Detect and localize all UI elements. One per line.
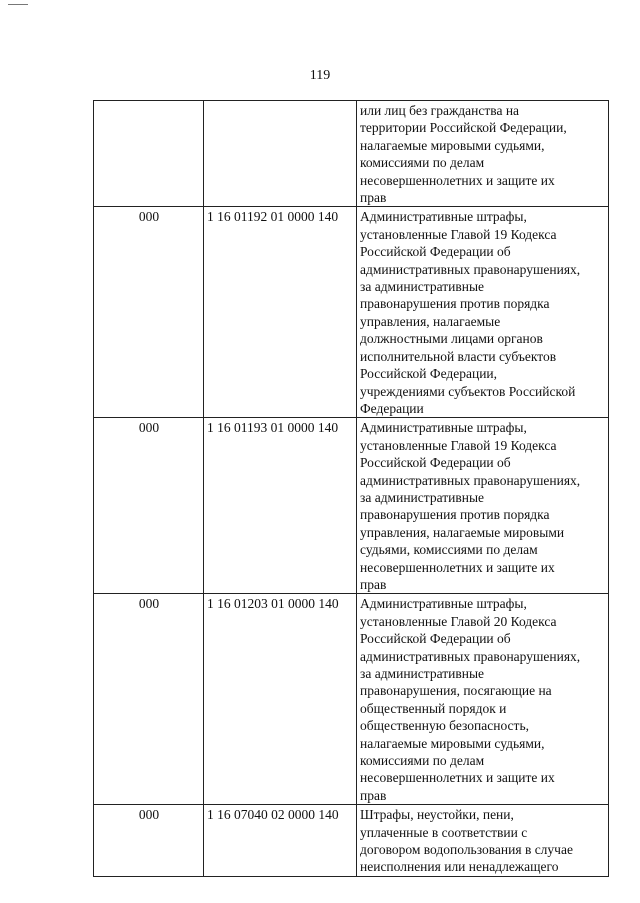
description-line: налагаемые мировыми судьями, bbox=[360, 735, 545, 751]
table-row bbox=[94, 101, 609, 207]
description-line: налагаемые мировыми судьями, bbox=[360, 137, 545, 153]
budget-classification-code-cell: 1 16 07040 02 0000 140 bbox=[204, 805, 357, 877]
description-line: договором водопользования в случае bbox=[360, 842, 573, 858]
description-line: Административные штрафы, bbox=[360, 209, 527, 225]
description-line: правонарушения против порядка bbox=[360, 296, 550, 312]
income-description-cell bbox=[357, 207, 609, 418]
description-line: управления, налагаемые bbox=[360, 313, 501, 329]
description-line: установленные Главой 19 Кодекса bbox=[360, 226, 557, 242]
description-line: должностными лицами органов bbox=[360, 331, 543, 347]
description-line: комиссиями по делам bbox=[360, 155, 485, 171]
admin-code-cell: 000 bbox=[94, 805, 204, 877]
description-line: несовершеннолетних и защите их bbox=[360, 770, 555, 786]
table-row bbox=[94, 418, 609, 594]
description-line: Российской Федерации об bbox=[360, 631, 511, 647]
description-line: общественную безопасность, bbox=[360, 718, 529, 734]
description-line: Российской Федерации об bbox=[360, 455, 511, 471]
description-line: Федерации bbox=[360, 400, 424, 416]
table-row bbox=[94, 207, 609, 418]
description-line: Российской Федерации, bbox=[360, 366, 498, 382]
description-line: Административные штрафы, bbox=[360, 596, 527, 612]
description-line: Штрафы, неустойки, пени, bbox=[360, 807, 514, 823]
description-line: за административные bbox=[360, 666, 485, 681]
description-line: административных правонарушениях, bbox=[360, 648, 581, 664]
admin-code-cell bbox=[94, 101, 204, 207]
income-description-cell bbox=[357, 418, 609, 594]
description-line: учреждениями субъектов Российской bbox=[360, 383, 576, 399]
description-line: комиссиями по делам bbox=[360, 753, 485, 769]
budget-classification-code-cell bbox=[204, 101, 357, 207]
budget-classification-code-cell: 1 16 01203 01 0000 140 bbox=[204, 594, 357, 805]
description-line: территории Российской Федерации, bbox=[360, 120, 567, 136]
description-line: Административные штрафы, bbox=[360, 420, 527, 436]
table-row bbox=[94, 594, 609, 805]
table-body bbox=[94, 101, 609, 877]
description-line: установленные Главой 19 Кодекса bbox=[360, 437, 557, 453]
description-line: исполнительной власти субъектов bbox=[360, 348, 557, 364]
description-line: правонарушения против порядка bbox=[360, 507, 550, 523]
income-description-cell bbox=[357, 594, 609, 805]
income-description-cell bbox=[357, 101, 609, 207]
description-line: правонарушения, посягающие на bbox=[360, 683, 552, 699]
admin-code-cell: 000 bbox=[94, 594, 204, 805]
admin-code-cell: 000 bbox=[94, 418, 204, 594]
income-description-cell bbox=[357, 805, 609, 877]
description-line: управления, налагаемые мировыми bbox=[360, 524, 565, 540]
description-line: административных правонарушениях, bbox=[360, 261, 581, 277]
description-line: установленные Главой 20 Кодекса bbox=[360, 613, 557, 629]
description-line: несовершеннолетних и защите их bbox=[360, 172, 555, 188]
description-line: неисполнения или ненадлежащего bbox=[360, 859, 559, 875]
page-number: 119 bbox=[309, 68, 331, 83]
admin-code-cell: 000 bbox=[94, 207, 204, 418]
scan-corner-mark bbox=[8, 4, 28, 5]
description-line: или лиц без гражданства на bbox=[360, 103, 520, 118]
description-line: несовершеннолетних и защите их bbox=[360, 559, 555, 575]
description-line: Российской Федерации об bbox=[360, 244, 511, 260]
description-line: уплаченные в соответствии с bbox=[360, 824, 528, 840]
description-line: прав bbox=[360, 787, 387, 803]
description-line: прав bbox=[360, 190, 387, 206]
description-line: общественный порядок и bbox=[360, 700, 507, 716]
description-line: за административные bbox=[360, 489, 485, 505]
description-line: административных правонарушениях, bbox=[360, 472, 581, 488]
description-line: за административные bbox=[360, 279, 485, 295]
description-line: прав bbox=[360, 576, 387, 592]
description-line: судьями, комиссиями по делам bbox=[360, 542, 538, 558]
table-row bbox=[94, 805, 609, 877]
revenue-codes-table bbox=[93, 100, 609, 877]
budget-classification-code-cell: 1 16 01192 01 0000 140 bbox=[204, 207, 357, 418]
budget-classification-code-cell: 1 16 01193 01 0000 140 bbox=[204, 418, 357, 594]
